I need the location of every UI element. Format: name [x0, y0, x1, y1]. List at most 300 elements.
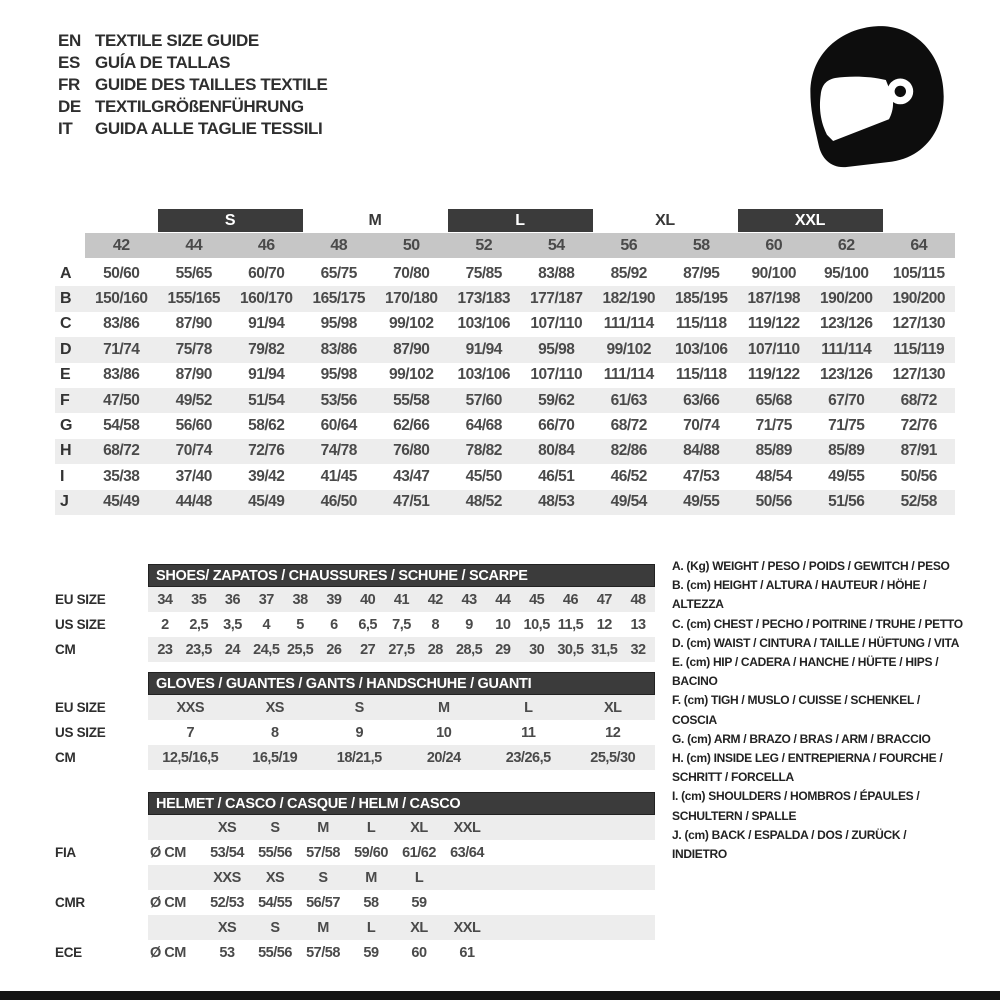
table-cell: 103/106: [457, 366, 511, 384]
row-cells: [148, 745, 655, 770]
table-cell: 66/70: [538, 417, 575, 435]
table-cell: XXL: [453, 919, 481, 936]
table-cell: M: [365, 869, 377, 886]
language-title: GUIDA ALLE TAGLIE TESSILI: [95, 119, 323, 138]
diameter-cell: Ø CM: [150, 894, 186, 911]
row-cells: [148, 915, 655, 940]
table-cell: 27: [360, 641, 376, 658]
legend-item: E. (cm) HIP / CADERA / HANCHE / HÜFTE / HIPS / BACINO: [672, 655, 939, 689]
row-letter: G: [60, 417, 73, 435]
table-cell: 52/58: [900, 493, 937, 511]
table-cell: XS: [217, 819, 237, 836]
table-row: [55, 720, 675, 745]
table-row: [55, 490, 955, 515]
table-cell: L: [366, 919, 376, 936]
table-cell: L: [414, 869, 424, 886]
table-row: [55, 637, 675, 662]
row-letter: E: [60, 366, 71, 384]
language-line: [58, 118, 327, 140]
table-cell: 42: [427, 591, 443, 608]
table-cell: 76/80: [393, 442, 430, 460]
table-cell: 83/88: [538, 264, 575, 282]
gloves-rows: [55, 695, 675, 770]
table-cell: 51/56: [828, 493, 865, 511]
numeric-size-row: [55, 233, 955, 258]
size-band-l: L: [448, 209, 593, 232]
table-cell: 99/102: [389, 366, 434, 384]
table-cell: 28,5: [455, 641, 483, 658]
table-row: [55, 865, 675, 890]
table-row: [55, 261, 955, 286]
row-cells: [148, 815, 655, 840]
table-cell: S: [270, 919, 280, 936]
table-cell: 65/75: [320, 264, 357, 282]
table-row: [55, 413, 955, 438]
row-letter: A: [60, 264, 72, 282]
table-cell: 87/90: [393, 340, 430, 358]
row-cells: [148, 840, 655, 865]
numeric-size: 60: [765, 236, 783, 254]
row-cells: [148, 940, 655, 965]
table-cell: 23/26,5: [505, 749, 551, 766]
table-cell: 177/187: [529, 290, 583, 308]
table-cell: 190/200: [819, 290, 873, 308]
table-cell: 59: [411, 894, 427, 911]
measurement-legend: [672, 557, 964, 864]
table-cell: 68/72: [900, 391, 937, 409]
row-label: EU SIZE: [55, 592, 106, 607]
table-cell: 48/53: [538, 493, 575, 511]
table-cell: 35: [191, 591, 207, 608]
table-cell: 115/119: [893, 340, 945, 358]
legend-item: A. (Kg) WEIGHT / PESO / POIDS / GEWITCH / PESO: [672, 559, 950, 573]
table-cell: 61: [459, 944, 475, 961]
language-code: IT: [58, 119, 73, 138]
row-label: US SIZE: [55, 725, 106, 740]
table-cell: 55/56: [258, 844, 292, 861]
table-row: [55, 745, 675, 770]
table-row: [55, 388, 955, 413]
row-letter: F: [60, 391, 70, 409]
table-cell: 65/68: [755, 391, 792, 409]
table-cell: 50/56: [755, 493, 792, 511]
table-row: [55, 940, 675, 965]
table-cell: 11: [521, 724, 536, 741]
table-cell: 182/190: [602, 290, 656, 308]
table-cell: XXS: [176, 699, 204, 716]
table-cell: 71/74: [103, 340, 140, 358]
legend-item: F. (cm) TIGH / MUSLO / CUISSE / SCHENKEL / COSCIA: [672, 693, 920, 727]
table-cell: 127/130: [892, 366, 946, 384]
table-cell: 63/64: [450, 844, 484, 861]
table-cell: 46/51: [538, 467, 575, 485]
table-cell: 62/66: [393, 417, 430, 435]
row-letter: I: [60, 467, 65, 485]
language-line: [58, 96, 327, 118]
table-cell: 72/76: [900, 417, 937, 435]
table-cell: 56/57: [306, 894, 340, 911]
table-cell: 115/118: [675, 315, 727, 333]
table-cell: 79/82: [248, 340, 285, 358]
table-cell: 9: [465, 616, 473, 633]
table-cell: 61/62: [402, 844, 436, 861]
table-cell: 99/102: [606, 340, 651, 358]
numeric-size: 52: [475, 236, 493, 254]
size-band-spacer: [55, 209, 158, 232]
table-row: [55, 815, 675, 840]
table-cell: 71/75: [755, 417, 792, 435]
language-title: TEXTILGRÖßENFÜHRUNG: [95, 97, 304, 116]
numeric-size: 50: [402, 236, 420, 254]
table-cell: 27,5: [388, 641, 415, 658]
table-cell: 4: [262, 616, 271, 633]
table-cell: 150/160: [94, 290, 148, 308]
table-cell: 107/110: [747, 340, 800, 358]
row-label: CM: [55, 642, 76, 657]
table-cell: 44/48: [175, 493, 212, 511]
table-cell: 85/89: [828, 442, 865, 460]
row-label: [55, 865, 148, 890]
table-cell: 57/58: [306, 844, 340, 861]
numeric-size: 46: [257, 236, 275, 254]
row-label: [55, 815, 148, 840]
table-cell: 2: [161, 616, 169, 633]
table-cell: 31,5: [591, 641, 618, 658]
helmet-rows: [55, 815, 675, 965]
table-cell: 111/114: [821, 340, 872, 358]
table-cell: S: [318, 869, 328, 886]
table-cell: S: [354, 699, 364, 716]
bottom-border-bar: [0, 991, 1000, 1000]
table-cell: 47/53: [683, 467, 720, 485]
table-row: [55, 439, 955, 464]
table-cell: 95/100: [824, 264, 869, 282]
table-row: [55, 464, 955, 489]
row-cells: [148, 720, 655, 745]
table-cell: 16,5/19: [252, 749, 298, 766]
table-cell: 45: [529, 591, 545, 608]
table-cell: 54/58: [103, 417, 140, 435]
table-cell: 46/52: [610, 467, 647, 485]
table-cell: 48/52: [465, 493, 502, 511]
table-cell: 95/98: [320, 366, 357, 384]
size-band-spacer: [883, 209, 956, 232]
table-cell: 91/94: [248, 366, 285, 384]
table-cell: 91/94: [248, 315, 285, 333]
language-line: [58, 30, 327, 52]
language-line: [58, 74, 327, 96]
table-cell: 6: [330, 616, 338, 633]
numeric-size: 62: [837, 236, 855, 254]
table-cell: 49/52: [175, 391, 212, 409]
row-cells: [148, 865, 655, 890]
numeric-size: 56: [620, 236, 638, 254]
table-cell: 18/21,5: [336, 749, 382, 766]
table-row: [55, 612, 675, 637]
size-band-m: M: [368, 211, 382, 229]
table-cell: S: [270, 819, 280, 836]
table-cell: 11,5: [557, 616, 584, 633]
table-cell: 95/98: [320, 315, 357, 333]
table-cell: 103/106: [457, 315, 511, 333]
table-cell: 111/114: [603, 366, 654, 384]
table-cell: 52/53: [210, 894, 244, 911]
legend-item: J. (cm) BACK / ESPALDA / DOS / ZURÜCK / INDIETRO: [672, 827, 907, 862]
table-cell: 48: [630, 591, 646, 608]
table-cell: 7: [186, 724, 195, 741]
table-cell: XL: [410, 819, 428, 836]
table-cell: 51/54: [248, 391, 285, 409]
table-cell: 68/72: [610, 417, 647, 435]
table-cell: 25,5/30: [590, 749, 636, 766]
table-cell: 41/45: [320, 467, 357, 485]
table-cell: 87/95: [683, 264, 720, 282]
table-cell: 50/60: [103, 264, 140, 282]
table-cell: 12: [596, 616, 612, 633]
table-cell: 26: [326, 641, 342, 658]
legend-item: H. (cm) INSIDE LEG / ENTREPIERNA / FOURCHE / SCHRITT / FORCELLA: [672, 751, 943, 785]
language-code: EN: [58, 31, 81, 50]
table-cell: 170/180: [384, 290, 438, 308]
table-cell: M: [317, 819, 329, 836]
table-cell: 3,5: [223, 616, 242, 633]
table-cell: 85/89: [755, 442, 792, 460]
table-cell: 39: [326, 591, 342, 608]
table-cell: 37: [258, 591, 274, 608]
table-cell: 107/110: [530, 315, 583, 333]
table-cell: 82/86: [610, 442, 647, 460]
table-cell: 46/50: [320, 493, 357, 511]
table-cell: 8: [431, 616, 440, 633]
table-cell: XXS: [213, 869, 241, 886]
table-row: [55, 695, 675, 720]
table-row: [55, 840, 675, 865]
table-cell: 60/70: [248, 264, 285, 282]
table-cell: 111/114: [603, 315, 654, 333]
table-cell: 55/58: [393, 391, 430, 409]
row-letter: D: [60, 340, 72, 358]
table-cell: 54/55: [258, 894, 292, 911]
table-cell: 185/195: [674, 290, 728, 308]
numeric-size: 48: [330, 236, 348, 254]
table-cell: 38: [292, 591, 308, 608]
table-cell: 43: [461, 591, 477, 608]
language-title: TEXTILE SIZE GUIDE: [95, 31, 259, 50]
legend-item: C. (cm) CHEST / PECHO / POITRINE / TRUHE / PETTO: [672, 616, 963, 631]
numeric-row-spacer: [55, 233, 85, 258]
table-row: [55, 337, 955, 362]
size-band-xl: XL: [655, 211, 675, 229]
table-cell: 67/70: [828, 391, 865, 409]
numeric-size: 54: [547, 236, 565, 254]
table-cell: 58/62: [248, 417, 285, 435]
table-cell: 28: [427, 641, 443, 658]
legend-item: D. (cm) WAIST / CINTURA / TAILLE / HÜFTUNG / VITA: [672, 635, 960, 650]
table-cell: 91/94: [465, 340, 502, 358]
table-cell: 10,5: [523, 616, 550, 633]
numeric-size: 58: [692, 236, 710, 254]
table-cell: 45/50: [465, 467, 502, 485]
table-row: [55, 587, 675, 612]
table-cell: 78/82: [465, 442, 502, 460]
table-cell: L: [366, 819, 376, 836]
table-row: [55, 312, 955, 337]
table-cell: 61/63: [610, 391, 647, 409]
table-cell: 44: [495, 591, 511, 608]
shoes-rows: [55, 587, 675, 662]
table-cell: 105/115: [892, 264, 945, 282]
helmet-icon-svg: [798, 20, 953, 170]
table-cell: 83/86: [103, 366, 140, 384]
legend-item: I. (cm) SHOULDERS / HOMBROS / ÉPAULES / SCHULTERN / SPALLE: [672, 789, 920, 823]
table-cell: 59/60: [354, 844, 388, 861]
table-cell: 24: [224, 641, 241, 658]
table-cell: 9: [355, 724, 364, 741]
table-cell: 63/66: [683, 391, 720, 409]
table-cell: 47/51: [393, 493, 430, 511]
size-band-row: [55, 209, 955, 232]
table-cell: 55/56: [258, 944, 292, 961]
table-cell: 60: [411, 944, 427, 961]
table-cell: 34: [157, 591, 173, 608]
table-cell: 59: [363, 944, 379, 961]
table-cell: M: [317, 919, 329, 936]
table-cell: 49/55: [683, 493, 720, 511]
table-cell: 72/76: [248, 442, 285, 460]
table-cell: 49/54: [610, 493, 647, 511]
table-cell: 187/198: [747, 290, 801, 308]
language-code: ES: [58, 53, 80, 72]
helmet-section: [55, 792, 675, 965]
table-row: [55, 286, 955, 311]
table-cell: 83/86: [320, 340, 357, 358]
table-cell: 23: [157, 641, 173, 658]
table-cell: 74/78: [320, 442, 357, 460]
table-row: [55, 890, 675, 915]
numeric-strip: [85, 233, 955, 258]
table-cell: 119/122: [747, 315, 800, 333]
shoes-section: [55, 564, 675, 662]
main-size-table: [55, 261, 955, 515]
table-cell: 60/64: [320, 417, 357, 435]
table-cell: XXL: [453, 819, 481, 836]
table-cell: 58: [363, 894, 379, 911]
table-cell: 40: [360, 591, 376, 608]
table-cell: 48/54: [755, 467, 792, 485]
table-cell: 70/80: [393, 264, 430, 282]
table-cell: 70/74: [175, 442, 212, 460]
table-cell: 87/90: [175, 315, 212, 333]
diameter-cell: Ø CM: [150, 944, 186, 961]
table-cell: 29: [495, 641, 511, 658]
size-band-s: S: [158, 209, 303, 232]
table-cell: 83/86: [103, 315, 140, 333]
table-cell: M: [437, 699, 450, 716]
table-cell: 12: [605, 724, 621, 741]
table-cell: 47/50: [103, 391, 140, 409]
table-cell: 99/102: [389, 315, 434, 333]
table-cell: 173/183: [457, 290, 511, 308]
table-cell: 49/55: [828, 467, 865, 485]
table-cell: 35/38: [103, 467, 140, 485]
table-cell: 95/98: [538, 340, 575, 358]
table-cell: 84/88: [683, 442, 720, 460]
language-title: GUÍA DE TALLAS: [95, 53, 231, 72]
table-cell: 107/110: [530, 366, 583, 384]
table-cell: 12,5/16,5: [162, 749, 219, 766]
table-cell: 5: [296, 616, 304, 633]
table-cell: 43/47: [393, 467, 430, 485]
table-cell: 57/58: [306, 944, 340, 961]
table-cell: 75/85: [465, 264, 502, 282]
table-cell: 103/106: [674, 340, 728, 358]
row-letter: C: [60, 315, 72, 333]
table-cell: 53/56: [320, 391, 357, 409]
table-cell: 56/60: [175, 417, 212, 435]
table-cell: 85/92: [610, 264, 647, 282]
table-cell: 24,5: [253, 641, 280, 658]
table-cell: 41: [393, 591, 410, 608]
table-cell: 80/84: [538, 442, 575, 460]
row-label: FIA: [55, 845, 76, 860]
table-cell: 45/49: [248, 493, 285, 511]
row-cells: [148, 695, 655, 720]
size-band-xxl: XXL: [738, 209, 883, 232]
table-cell: 36: [224, 591, 241, 608]
table-cell: 6,5: [358, 616, 378, 633]
table-cell: 71/75: [828, 417, 865, 435]
row-letter: B: [60, 290, 72, 308]
row-cells: [148, 612, 655, 637]
table-cell: 75/78: [175, 340, 212, 358]
row-label: CMR: [55, 895, 85, 910]
numeric-size: 44: [185, 236, 203, 254]
table-cell: 55/65: [175, 264, 212, 282]
table-cell: XL: [603, 699, 622, 716]
table-cell: XS: [265, 699, 284, 716]
table-cell: 37/40: [175, 467, 212, 485]
helmet-section-header: HELMET / CASCO / CASQUE / HELM / CASCO: [148, 792, 655, 815]
table-cell: 50/56: [900, 467, 937, 485]
diameter-cell: Ø CM: [150, 844, 186, 861]
table-cell: 13: [630, 616, 646, 633]
row-cells: [148, 890, 655, 915]
shoes-section-header: SHOES/ ZAPATOS / CHAUSSURES / SCHUHE / SCARPE: [148, 564, 655, 587]
table-cell: 87/91: [900, 442, 937, 460]
table-cell: 155/165: [167, 290, 221, 308]
row-label: US SIZE: [55, 617, 106, 632]
row-cells: [148, 637, 655, 662]
table-cell: XS: [265, 869, 285, 886]
table-cell: 23,5: [185, 641, 212, 658]
numeric-size: 64: [910, 236, 928, 254]
table-cell: 123/126: [819, 366, 873, 384]
row-letter: J: [60, 493, 69, 511]
gloves-section-header: GLOVES / GUANTES / GANTS / HANDSCHUHE / GUANTI: [148, 672, 655, 695]
row-letter: H: [60, 442, 72, 460]
language-title: GUIDE DES TAILLES TEXTILE: [95, 75, 328, 94]
language-list: [58, 30, 327, 140]
table-cell: 115/118: [675, 366, 727, 384]
row-label: EU SIZE: [55, 700, 106, 715]
legend-item: G. (cm) ARM / BRAZO / BRAS / ARM / BRACCIO: [672, 731, 931, 746]
table-cell: 39/42: [248, 467, 285, 485]
table-cell: 53/54: [210, 844, 244, 861]
table-cell: 165/175: [312, 290, 366, 308]
row-cells: [148, 587, 655, 612]
table-cell: 30,5: [557, 641, 584, 658]
table-cell: 64/68: [465, 417, 502, 435]
